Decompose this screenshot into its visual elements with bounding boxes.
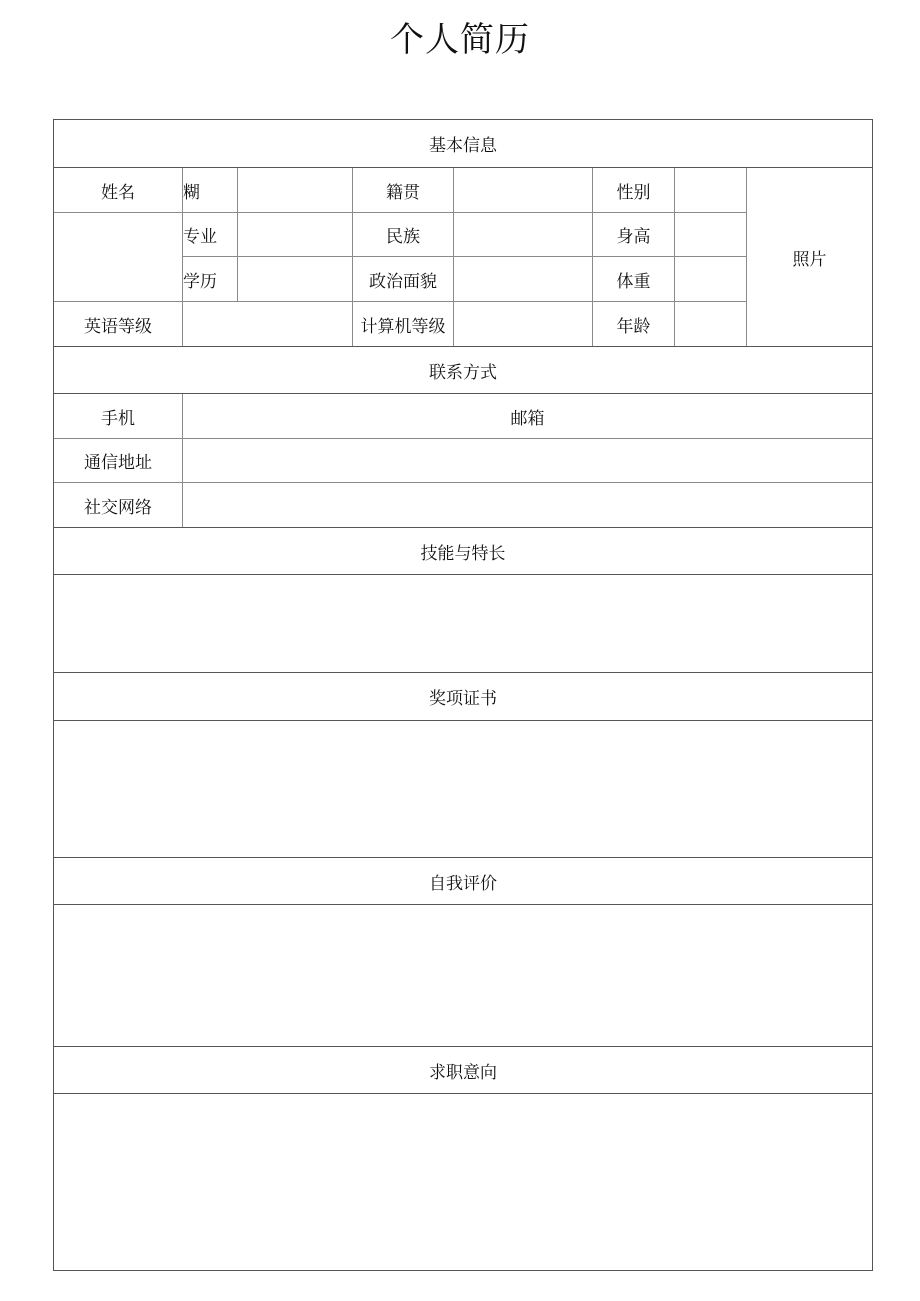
phone-label: 手机 <box>101 408 135 429</box>
email-label: 邮箱 <box>510 408 545 429</box>
computer-level-label: 计算机等级 <box>360 316 446 337</box>
height-label: 身高 <box>616 227 651 247</box>
education-input[interactable] <box>238 257 352 301</box>
self-evaluation-content-area[interactable] <box>54 905 872 1046</box>
computer-level-input[interactable] <box>454 302 592 346</box>
name-label: 姓名 <box>101 182 135 203</box>
gender-input[interactable] <box>675 168 746 212</box>
awards-content-area[interactable] <box>54 721 872 857</box>
major-label: 专业 <box>183 227 217 247</box>
age-input[interactable] <box>675 302 746 346</box>
major-input[interactable] <box>238 213 352 256</box>
section-heading-awards: 奖项证书 <box>429 689 497 709</box>
page-title: 个人简历 <box>390 20 530 60</box>
name-value[interactable]: 糊 <box>183 182 200 203</box>
education-label: 学历 <box>183 271 217 292</box>
gender-label: 性别 <box>616 182 651 203</box>
weight-label: 体重 <box>616 271 651 292</box>
section-heading-skills: 技能与特长 <box>420 543 506 564</box>
name-input[interactable] <box>238 168 352 212</box>
section-heading-self-evaluation: 自我评价 <box>429 873 497 894</box>
native-place-input[interactable] <box>454 168 592 212</box>
political-status-input[interactable] <box>454 257 592 301</box>
section-heading-job-intention: 求职意向 <box>429 1062 497 1083</box>
address-label: 通信地址 <box>84 453 152 473</box>
weight-input[interactable] <box>675 257 746 301</box>
ethnicity-input[interactable] <box>454 213 592 256</box>
native-place-label: 籍贯 <box>386 182 420 203</box>
age-label: 年龄 <box>616 316 651 337</box>
english-level-input[interactable] <box>183 302 352 346</box>
section-heading-basic-info: 基本信息 <box>429 136 497 156</box>
section-heading-contact: 联系方式 <box>429 362 497 383</box>
photo-placeholder[interactable]: 照片 <box>792 249 827 270</box>
height-input[interactable] <box>675 213 746 256</box>
political-status-label: 政治面貌 <box>369 271 437 292</box>
english-level-label: 英语等级 <box>84 316 152 337</box>
ethnicity-label: 民族 <box>386 227 420 247</box>
job-intention-content-area[interactable] <box>54 1094 872 1270</box>
social-network-label: 社交网络 <box>84 497 152 518</box>
skills-content-area[interactable] <box>54 575 872 672</box>
social-network-input[interactable] <box>183 483 872 527</box>
address-input[interactable] <box>183 439 872 482</box>
